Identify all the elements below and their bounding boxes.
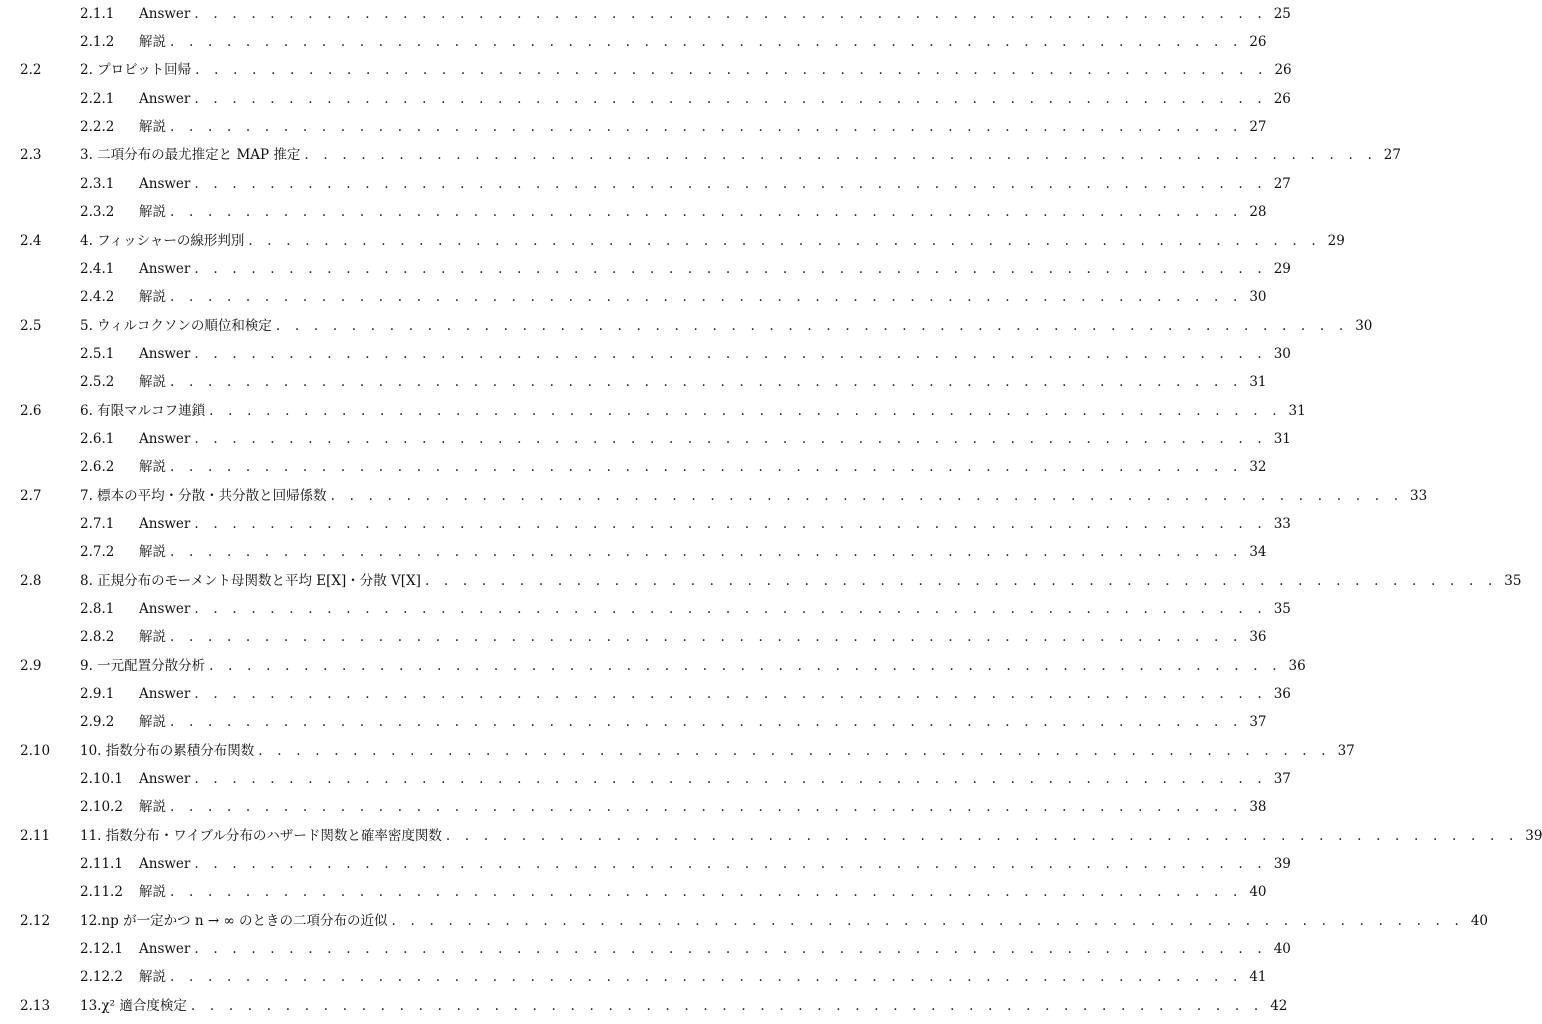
toc-title: 解説 (139, 289, 166, 305)
toc-entry[interactable] (0, 172, 1291, 196)
dot-leader: . . . . . . . . . . . . . . . . . . . . . . . . . . . . . . . . . . . . . . . . . . . . . . . . . . . . . . . . . (194, 91, 1267, 107)
toc-page-number: 33 (1273, 516, 1291, 532)
toc-number: 2.2.1 (80, 91, 115, 107)
dot-leader: . . . . . . . . . . . . . . . . . . . . . . . . . . . . . . . . . . . . . . . . . . . . . . . . . . . . . . . . . (170, 629, 1243, 645)
toc-page-number: 31 (1249, 374, 1267, 390)
dot-leader: . . . . . . . . . . . . . . . . . . . . . . . . . . . . . . . . . . . . . . . . . . . . . . . . . . . . . . . . . (424, 573, 1498, 589)
toc-page-number: 39 (1273, 856, 1291, 872)
toc-number: 2.10.1 (80, 771, 123, 787)
dot-leader: . . . . . . . . . . . . . . . . . . . . . . . . . . . . . . . . . . . . . . . . . . . . . . . . . . . . . . . . . (258, 743, 1331, 759)
dot-leader: . . . . . . . . . . . . . . . . . . . . . . . . . . . . . . . . . . . . . . . . . . . . . . . . . . . . . . . . . (170, 884, 1243, 900)
toc-number: 2.6.2 (80, 459, 115, 475)
toc-entry[interactable] (0, 512, 1291, 536)
toc-title: 5. ウィルコクソンの順位和検定 (80, 318, 272, 334)
toc-page-number: 28 (1249, 204, 1267, 220)
dot-leader: . . . . . . . . . . . . . . . . . . . . . . . . . . . . . . . . . . . . . . . . . . . . . . . . . . . . . . . . . (194, 6, 1267, 22)
dot-leader: . . . . . . . . . . . . . . . . . . . . . . . . . . . . . . . . . . . . . . . . . . . . . . . . . . . . . . . . . (330, 488, 1404, 504)
dot-leader: . . . . . . . . . . . . . . . . . . . . . . . . . . . . . . . . . . . . . . . . . . . . . . . . . . . . . . . . . (445, 828, 1519, 844)
toc-page-number: 35 (1273, 601, 1291, 617)
toc-page-number: 25 (1273, 6, 1291, 22)
toc-entry[interactable] (0, 455, 1267, 479)
toc-page-number: 41 (1249, 969, 1267, 985)
toc-page-number: 36 (1273, 686, 1291, 702)
dot-leader: . . . . . . . . . . . . . . . . . . . . . . . . . . . . . . . . . . . . . . . . . . . . . . . . . . . . . . . . . (194, 686, 1267, 702)
toc-number: 2.8 (20, 573, 42, 589)
toc-title: 解説 (139, 374, 166, 390)
toc-title: 解説 (139, 119, 166, 135)
toc-title: 解説 (139, 204, 166, 220)
dot-leader: . . . . . . . . . . . . . . . . . . . . . . . . . . . . . . . . . . . . . . . . . . . . . . . . . . . . . . . . . (248, 233, 1321, 249)
dot-leader: . . . . . . . . . . . . . . . . . . . . . . . . . . . . . . . . . . . . . . . . . . . . . . . . . . . . . . . . . (194, 261, 1267, 277)
toc-entry[interactable] (0, 654, 1306, 678)
toc-title: Answer (139, 941, 191, 957)
toc-number: 2.8.2 (80, 629, 115, 645)
dot-leader: . . . . . . . . . . . . . . . . . . . . . . . . . . . . . . . . . . . . . . . . . . . . . . . . . . . . . . . . . (195, 62, 1268, 78)
toc-entry[interactable] (0, 909, 1489, 933)
dot-leader: . . . . . . . . . . . . . . . . . . . . . . . . . . . . . . . . . . . . . . . . . . . . . . . . . . . . . . . . . (209, 403, 1282, 419)
toc-title: Answer (139, 686, 191, 702)
toc-title: Answer (139, 346, 191, 362)
toc-number: 2.4.1 (80, 261, 115, 277)
toc-entry[interactable] (0, 115, 1267, 139)
toc-title: Answer (139, 91, 191, 107)
toc-number: 2.4.2 (80, 289, 115, 305)
toc-page-number: 29 (1273, 261, 1291, 277)
toc-entry[interactable] (0, 314, 1373, 338)
toc-entry[interactable] (0, 767, 1291, 791)
dot-leader: . . . . . . . . . . . . . . . . . . . . . . . . . . . . . . . . . . . . . . . . . . . . . . . . . . . . . . . . . (190, 998, 1264, 1014)
toc-page-number: 31 (1273, 431, 1291, 447)
toc-entry[interactable] (0, 824, 1542, 848)
toc-entry[interactable] (0, 540, 1267, 564)
toc-entry[interactable] (0, 427, 1291, 451)
toc-title: 3. 二項分布の最尤推定と MAP 推定 (80, 147, 301, 163)
toc-page-number: 42 (1270, 998, 1288, 1014)
toc-entry[interactable] (0, 597, 1291, 621)
toc-number: 2.3 (20, 147, 42, 163)
toc-number: 2.13 (20, 998, 51, 1014)
toc-number: 2.11.2 (80, 884, 123, 900)
toc-page-number: 26 (1273, 91, 1291, 107)
toc-entry[interactable] (0, 200, 1267, 224)
toc-entry[interactable] (0, 30, 1267, 54)
toc-entry[interactable] (0, 569, 1522, 593)
toc-entry[interactable] (0, 739, 1355, 763)
toc-title: Answer (139, 771, 191, 787)
toc-entry[interactable] (0, 795, 1267, 819)
toc-entry[interactable] (0, 625, 1267, 649)
toc-number: 2.10.2 (80, 799, 123, 815)
toc-number: 2.11 (20, 828, 51, 844)
dot-leader: . . . . . . . . . . . . . . . . . . . . . . . . . . . . . . . . . . . . . . . . . . . . . . . . . . . . . . . . . (275, 318, 1349, 334)
toc-page-number: 40 (1273, 941, 1291, 957)
toc-title: 10. 指数分布の累積分布関数 (80, 743, 255, 759)
dot-leader: . . . . . . . . . . . . . . . . . . . . . . . . . . . . . . . . . . . . . . . . . . . . . . . . . . . . . . . . . (391, 913, 1465, 929)
dot-leader: . . . . . . . . . . . . . . . . . . . . . . . . . . . . . . . . . . . . . . . . . . . . . . . . . . . . . . . . . (170, 289, 1243, 305)
toc-entry[interactable] (0, 342, 1291, 366)
toc-entry[interactable] (0, 852, 1291, 876)
toc-page-number: 38 (1249, 799, 1267, 815)
dot-leader: . . . . . . . . . . . . . . . . . . . . . . . . . . . . . . . . . . . . . . . . . . . . . . . . . . . . . . . . . (194, 346, 1267, 362)
toc-page-number: 26 (1249, 34, 1267, 50)
toc-number: 2.6 (20, 403, 42, 419)
toc-title: 解説 (139, 459, 166, 475)
toc-number: 2.5.1 (80, 346, 115, 362)
toc-number: 2.10 (20, 743, 51, 759)
dot-leader: . . . . . . . . . . . . . . . . . . . . . . . . . . . . . . . . . . . . . . . . . . . . . . . . . . . . . . . . . (170, 204, 1243, 220)
toc-entry[interactable] (0, 229, 1345, 253)
toc-page-number: 26 (1274, 62, 1292, 78)
toc-title: 解説 (139, 714, 166, 730)
dot-leader: . . . . . . . . . . . . . . . . . . . . . . . . . . . . . . . . . . . . . . . . . . . . . . . . . . . . . . . . . (170, 969, 1243, 985)
dot-leader: . . . . . . . . . . . . . . . . . . . . . . . . . . . . . . . . . . . . . . . . . . . . . . . . . . . . . . . . . (170, 374, 1243, 390)
toc-title: Answer (139, 431, 191, 447)
toc-entry[interactable] (0, 285, 1267, 309)
toc-entry[interactable] (0, 965, 1267, 989)
toc-page-number: 30 (1249, 289, 1267, 305)
toc-page-number: 35 (1504, 573, 1522, 589)
dot-leader: . . . . . . . . . . . . . . . . . . . . . . . . . . . . . . . . . . . . . . . . . . . . . . . . . . . . . . . . . (194, 601, 1267, 617)
toc-page-number: 31 (1288, 403, 1306, 419)
toc-number: 2.12.2 (80, 969, 123, 985)
toc-entry[interactable] (0, 58, 1292, 82)
dot-leader: . . . . . . . . . . . . . . . . . . . . . . . . . . . . . . . . . . . . . . . . . . . . . . . . . . . . . . . . . (194, 516, 1267, 532)
toc-title: 解説 (139, 629, 166, 645)
toc-title: 8. 正規分布のモーメント母関数と平均 E[X]・分散 V[X] (80, 573, 421, 589)
toc-number: 2.11.1 (80, 856, 123, 872)
toc-number: 2.7.2 (80, 544, 115, 560)
toc-title: 2. プロビット回帰 (80, 62, 192, 78)
toc-title: 9. 一元配置分散分析 (80, 658, 206, 674)
dot-leader: . . . . . . . . . . . . . . . . . . . . . . . . . . . . . . . . . . . . . . . . . . . . . . . . . . . . . . . . . (194, 431, 1267, 447)
dot-leader: . . . . . . . . . . . . . . . . . . . . . . . . . . . . . . . . . . . . . . . . . . . . . . . . . . . . . . . . . (170, 714, 1243, 730)
toc-page-number: 40 (1249, 884, 1267, 900)
toc-page-number: 27 (1383, 147, 1401, 163)
toc-entry[interactable] (0, 880, 1267, 904)
toc-entry[interactable] (0, 937, 1291, 961)
toc-title: 11. 指数分布・ワイブル分布のハザード関数と確率密度関数 (80, 828, 442, 844)
toc-number: 2.12.1 (80, 941, 123, 957)
toc-title: 4. フィッシャーの線形判別 (80, 233, 245, 249)
toc-entry[interactable] (0, 682, 1291, 706)
toc-title: Answer (139, 176, 191, 192)
toc-entry[interactable] (0, 143, 1401, 167)
toc-number: 2.1.2 (80, 34, 115, 50)
toc-number: 2.9.2 (80, 714, 115, 730)
toc-title: 解説 (139, 34, 166, 50)
dot-leader: . . . . . . . . . . . . . . . . . . . . . . . . . . . . . . . . . . . . . . . . . . . . . . . . . . . . . . . . . (304, 147, 1377, 163)
toc-number: 2.3.2 (80, 204, 115, 220)
toc-page-number: 27 (1249, 119, 1267, 135)
toc-entry[interactable] (0, 710, 1267, 734)
toc-page-number: 36 (1249, 629, 1267, 645)
toc-page-number: 34 (1249, 544, 1267, 560)
toc-number: 2.9 (20, 658, 42, 674)
toc-title: Answer (139, 516, 191, 532)
toc-title: 解説 (139, 884, 166, 900)
toc-page-number: 40 (1470, 913, 1489, 929)
toc-title: 解説 (139, 799, 166, 815)
toc-number: 2.4 (20, 233, 42, 249)
toc-page-number: 37 (1249, 714, 1267, 730)
toc-number: 2.5 (20, 318, 42, 334)
toc-title: Answer (139, 261, 191, 277)
toc-title: 12.np が一定かつ n → ∞ のときの二項分布の近似 (80, 913, 388, 929)
toc-entry[interactable] (0, 994, 1288, 1018)
toc-page-number: 33 (1410, 488, 1428, 504)
toc-number: 2.1.1 (80, 6, 115, 22)
toc-number: 2.8.1 (80, 601, 115, 617)
toc-page-number: 37 (1273, 771, 1291, 787)
toc-title: 解説 (139, 969, 166, 985)
dot-leader: . . . . . . . . . . . . . . . . . . . . . . . . . . . . . . . . . . . . . . . . . . . . . . . . . . . . . . . . . (170, 119, 1243, 135)
toc-number: 2.5.2 (80, 374, 115, 390)
dot-leader: . . . . . . . . . . . . . . . . . . . . . . . . . . . . . . . . . . . . . . . . . . . . . . . . . . . . . . . . . (194, 771, 1267, 787)
toc-number: 2.7.1 (80, 516, 115, 532)
toc-number: 2.3.1 (80, 176, 115, 192)
toc-number: 2.12 (20, 913, 51, 929)
dot-leader: . . . . . . . . . . . . . . . . . . . . . . . . . . . . . . . . . . . . . . . . . . . . . . . . . . . . . . . . . (170, 544, 1243, 560)
dot-leader: . . . . . . . . . . . . . . . . . . . . . . . . . . . . . . . . . . . . . . . . . . . . . . . . . . . . . . . . . (170, 34, 1243, 50)
dot-leader: . . . . . . . . . . . . . . . . . . . . . . . . . . . . . . . . . . . . . . . . . . . . . . . . . . . . . . . . . (209, 658, 1282, 674)
dot-leader: . . . . . . . . . . . . . . . . . . . . . . . . . . . . . . . . . . . . . . . . . . . . . . . . . . . . . . . . . (194, 176, 1267, 192)
toc-page-number: 39 (1525, 828, 1542, 844)
toc-number: 2.9.1 (80, 686, 115, 702)
toc-entry[interactable] (0, 257, 1291, 281)
toc-title: 解説 (139, 544, 166, 560)
toc-title: Answer (139, 856, 191, 872)
dot-leader: . . . . . . . . . . . . . . . . . . . . . . . . . . . . . . . . . . . . . . . . . . . . . . . . . . . . . . . . . (194, 941, 1267, 957)
toc-number: 2.2.2 (80, 119, 115, 135)
toc-page-number: 29 (1327, 233, 1345, 249)
toc-title: Answer (139, 6, 191, 22)
toc-entry[interactable] (0, 2, 1291, 26)
toc-number: 2.2 (20, 62, 42, 78)
dot-leader: . . . . . . . . . . . . . . . . . . . . . . . . . . . . . . . . . . . . . . . . . . . . . . . . . . . . . . . . . (170, 459, 1243, 475)
toc-title: 13.χ² 適合度検定 (80, 998, 187, 1014)
toc-title: 7. 標本の平均・分散・共分散と回帰係数 (80, 488, 327, 504)
dot-leader: . . . . . . . . . . . . . . . . . . . . . . . . . . . . . . . . . . . . . . . . . . . . . . . . . . . . . . . . . (170, 799, 1243, 815)
toc-number: 2.6.1 (80, 431, 115, 447)
toc-page-number: 30 (1273, 346, 1291, 362)
toc-title: Answer (139, 601, 191, 617)
toc-page-number: 37 (1337, 743, 1355, 759)
toc-title: 6. 有限マルコフ連鎖 (80, 403, 206, 419)
toc-entry[interactable] (0, 399, 1306, 423)
toc-number: 2.7 (20, 488, 42, 504)
toc-page-number: 36 (1288, 658, 1306, 674)
toc-page-number: 32 (1249, 459, 1267, 475)
toc-entry[interactable] (0, 370, 1267, 394)
toc-entry[interactable] (0, 484, 1428, 508)
toc-entry[interactable] (0, 87, 1291, 111)
dot-leader: . . . . . . . . . . . . . . . . . . . . . . . . . . . . . . . . . . . . . . . . . . . . . . . . . . . . . . . . . (194, 856, 1267, 872)
toc-page-number: 30 (1355, 318, 1373, 334)
toc-page-number: 27 (1273, 176, 1291, 192)
